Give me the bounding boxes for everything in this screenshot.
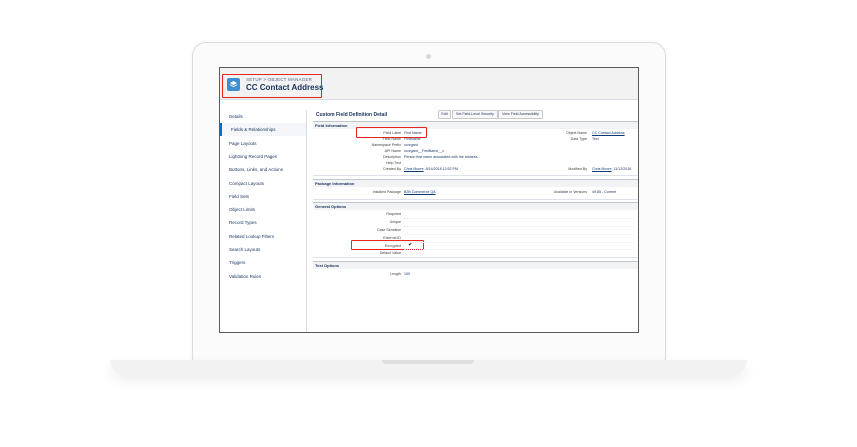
unique-label: Unique xyxy=(389,220,401,224)
set-field-level-security-button[interactable]: Set Field-Level Security xyxy=(452,110,498,119)
sidebar-item-label: Page Layouts xyxy=(229,141,257,146)
laptop-base-notch xyxy=(382,360,474,364)
section-heading: General Options xyxy=(315,204,347,209)
sidebar-item-compact-layouts[interactable] xyxy=(220,177,306,190)
sidebar-item-record-types[interactable] xyxy=(220,216,306,229)
camera-dot xyxy=(426,54,431,59)
section-general-options xyxy=(313,202,638,210)
section-package-information xyxy=(313,179,638,187)
object-name-link[interactable]: CC Contact Address xyxy=(592,131,625,135)
divider xyxy=(404,218,634,219)
available-versions-value: 49.85 - Current xyxy=(592,190,617,194)
api-name-label: API Name xyxy=(384,149,401,153)
modified-by-date: , 11/12/2018 xyxy=(611,167,632,171)
sidebar-item-label: Object Limits xyxy=(229,207,256,212)
field-detail-panel xyxy=(307,99,638,332)
sidebar-item-object-limits[interactable] xyxy=(220,203,306,216)
sidebar-item-buttons-links-actions[interactable] xyxy=(220,163,306,176)
required-label: Required xyxy=(386,212,401,216)
created-by-value xyxy=(404,167,458,171)
sidebar-item-search-layouts[interactable] xyxy=(220,243,306,256)
namespace-prefix-label: Namespace Prefix xyxy=(371,143,401,147)
sidebar-item-field-sets[interactable] xyxy=(220,190,306,203)
sidebar-item-label: Details xyxy=(229,114,243,119)
modified-by-user-link[interactable]: Chris Moore xyxy=(592,167,612,171)
divider xyxy=(404,234,634,235)
sidebar-item-validation-rules[interactable] xyxy=(220,270,306,283)
divider xyxy=(404,242,634,243)
object-name-label: Object Name xyxy=(566,131,587,135)
divider xyxy=(313,199,638,200)
sidebar-item-fields-relationships[interactable] xyxy=(220,123,306,136)
encrypted-label: Encrypted xyxy=(384,244,401,248)
section-heading: Text Options xyxy=(315,263,340,268)
sidebar-item-label: Triggers xyxy=(229,260,246,265)
modified-by-value xyxy=(592,167,631,171)
sidebar-item-label: Validation Rules xyxy=(229,274,262,279)
section-text-options xyxy=(313,261,638,269)
screen xyxy=(219,67,639,333)
sidebar xyxy=(220,110,307,332)
sidebar-item-page-layouts[interactable] xyxy=(220,137,306,150)
length-label: Length xyxy=(390,272,401,276)
created-by-date: , 8/14/2018 12:52 PM xyxy=(423,167,458,171)
field-label-value: First Name xyxy=(404,131,422,135)
installed-package-link[interactable]: B2B Commerce QA xyxy=(404,190,436,194)
field-name-value: FirstName xyxy=(404,137,421,141)
page-title: CC Contact Address xyxy=(246,83,324,92)
description-label: Description xyxy=(383,155,401,159)
encrypted-check-icon: ✔ xyxy=(408,241,414,248)
default-value-label: Default Value xyxy=(379,251,401,255)
created-by-user-link[interactable]: Chris Moore xyxy=(404,167,424,171)
sidebar-item-triggers[interactable] xyxy=(220,256,306,269)
installed-package-label: Installed Package xyxy=(372,190,401,194)
section-heading: Package Information xyxy=(315,181,355,186)
namespace-prefix-value: ccrzgard xyxy=(404,143,418,147)
sidebar-item-lightning-record-pages[interactable] xyxy=(220,150,306,163)
sidebar-item-label: Search Layouts xyxy=(229,247,261,252)
divider xyxy=(313,257,638,258)
sidebar-item-label: Compact Layouts xyxy=(229,181,265,186)
external-id-label: External ID xyxy=(383,236,401,240)
description-value: Person first name associated with the address. xyxy=(404,155,479,159)
sidebar-item-label: Buttons, Links, and Actions xyxy=(229,167,284,172)
available-versions-label: Available in Versions xyxy=(553,190,587,194)
sidebar-item-label: Field Sets xyxy=(229,194,250,199)
divider xyxy=(404,226,634,227)
sidebar-item-label: Lightning Record Pages xyxy=(229,154,278,159)
view-field-accessibility-button[interactable]: View Field Accessibility xyxy=(498,110,543,119)
header-highlight-box xyxy=(222,74,322,98)
breadcrumb[interactable]: SETUP > OBJECT MANAGER xyxy=(246,77,313,82)
sidebar-item-related-lookup-filters[interactable] xyxy=(220,230,306,243)
sidebar-item-details[interactable] xyxy=(220,110,306,123)
divider xyxy=(313,175,638,176)
data-type-value: Text xyxy=(592,137,599,141)
api-name-value: ccrzgard__FirstName__c xyxy=(404,149,445,153)
modified-by-label: Modified By xyxy=(568,167,587,171)
created-by-label: Created By xyxy=(383,167,401,171)
field-label-label: Field Label xyxy=(383,131,401,135)
field-name-label: Field Name xyxy=(382,137,401,141)
section-heading: Field Information xyxy=(315,123,348,128)
sidebar-item-label: Fields & Relationships xyxy=(231,127,276,132)
case-sensitive-label: Case Sensitive xyxy=(377,228,401,232)
data-type-label: Data Type xyxy=(570,137,587,141)
length-value: 100 xyxy=(404,272,410,276)
sidebar-item-label: Related Lookup Filters xyxy=(229,234,275,239)
help-text-label: Help Text xyxy=(386,161,401,165)
detail-title: Custom Field Definition Detail xyxy=(316,112,388,118)
sidebar-item-label: Record Types xyxy=(229,220,257,225)
edit-button[interactable]: Edit xyxy=(438,110,451,119)
divider xyxy=(404,249,634,250)
